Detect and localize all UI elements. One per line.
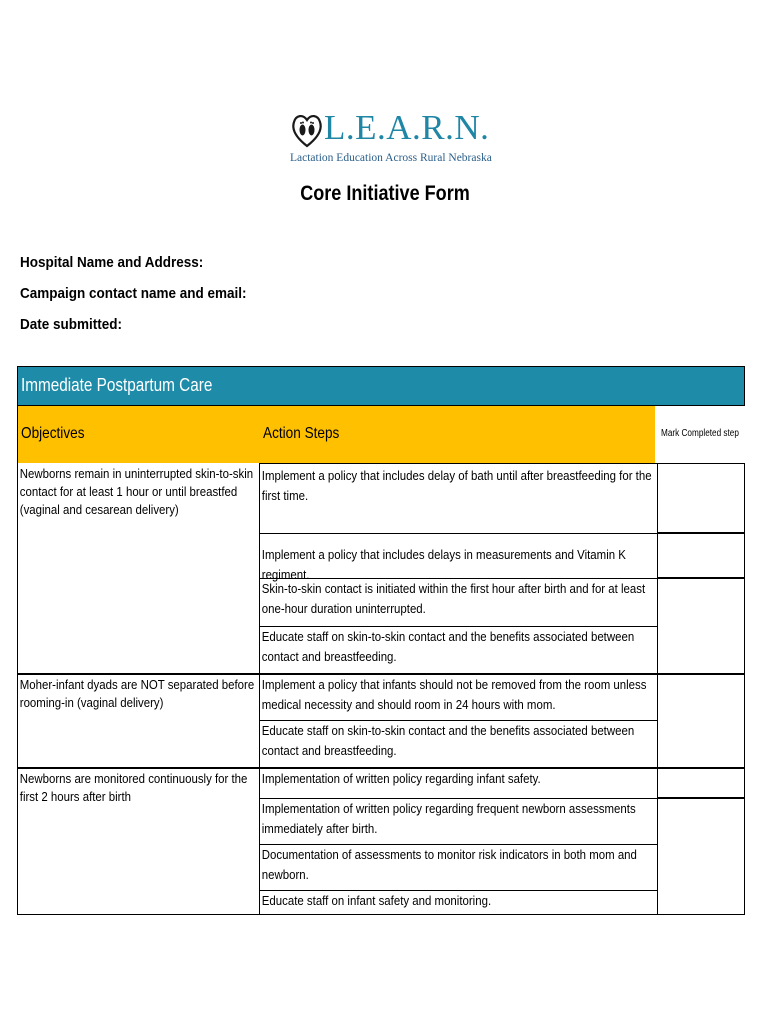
section-title: Immediate Postpartum Care [21, 375, 213, 395]
action-step: Implementation of written policy regarding frequent newborn assessments immediately after birth. [261, 801, 636, 836]
date-submitted-label: Date submitted: [20, 316, 123, 333]
initiative-table [17, 366, 745, 915]
mark-completed-header: Mark Completed step [655, 406, 745, 463]
action-step: Implementation of written policy regarding infant safety. [261, 771, 541, 786]
brand-name: L.E.A.R.N. [324, 108, 490, 147]
completed-checkbox[interactable] [657, 578, 745, 674]
objectives-header: Objectives [17, 406, 260, 463]
objective-cell: Newborns are monitored continuously for the first 2 hours after birth [17, 768, 260, 915]
completed-checkbox[interactable] [657, 768, 745, 798]
action-step: Educate staff on skin-to-skin contact and the benefits associated between contact and breastfeeding. [261, 629, 635, 664]
action-step: Implement a policy that infants should not be removed from the room unless medical necessity and should room in 24 hours with mom. [261, 677, 647, 712]
objective-cell: Newborns remain in uninterrupted skin-to-skin contact for at least 1 hour or until breastfed (vaginal and cesarean delivery) [17, 463, 260, 674]
campaign-contact-label: Campaign contact name and email: [20, 285, 247, 302]
completed-checkbox[interactable] [657, 463, 745, 533]
completed-checkbox[interactable] [657, 533, 745, 578]
learn-logo [290, 108, 492, 170]
page-title: Core Initiative Form [300, 182, 470, 205]
action-step: Implement a policy that includes delay of bath until after breastfeeding for the first time. [261, 468, 652, 503]
objective-cell: Moher-infant dyads are NOT separated before rooming-in (vaginal delivery) [17, 674, 260, 768]
hospital-name-label: Hospital Name and Address: [20, 254, 204, 271]
brand-tagline: Lactation Education Across Rural Nebraska [290, 152, 492, 164]
completed-checkbox[interactable] [657, 674, 745, 768]
action-step: Implement a policy that includes delays in measurements and Vitamin K regiment. [261, 547, 626, 582]
action-step: Educate staff on infant safety and monitoring. [261, 893, 492, 908]
action-step: Skin-to-skin contact is initiated within the first hour after birth and for at least one-hour duration uninterrupted. [261, 581, 646, 616]
section-band [17, 366, 745, 406]
completed-checkbox[interactable] [657, 798, 745, 915]
action-step: Educate staff on skin-to-skin contact and the benefits associated between contact and breastfeeding. [261, 723, 635, 758]
action-step: Documentation of assessments to monitor risk indicators in both mom and newborn. [261, 847, 637, 882]
action-steps-header: Action Steps [260, 406, 655, 463]
heart-feet-icon [290, 110, 324, 150]
